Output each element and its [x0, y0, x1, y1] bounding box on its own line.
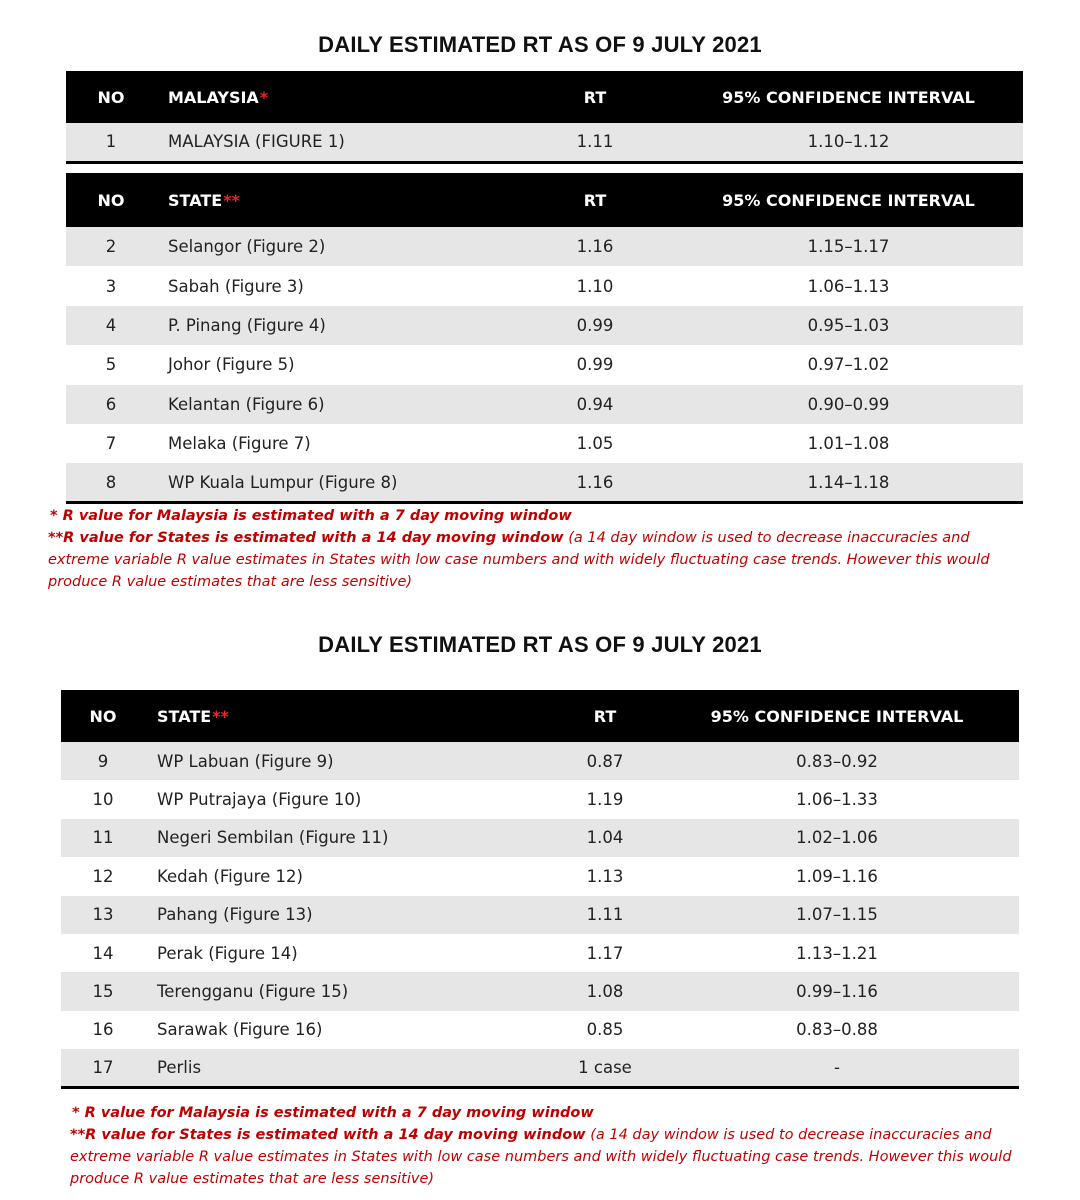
table-row [61, 857, 1019, 895]
cell-rt: 1.11 [555, 896, 655, 934]
cell-rt: 1.10 [516, 266, 674, 305]
cell-no: 2 [66, 227, 156, 266]
header-confidence-interval: 95% CONFIDENCE INTERVAL [674, 71, 1023, 123]
cell-name: WP Kuala Lumpur (Figure 8) [156, 463, 516, 502]
header-confidence-interval: 95% CONFIDENCE INTERVAL [674, 173, 1023, 227]
footnote-malaysia: * R value for Malaysia is estimated with a 7 day moving window [50, 508, 572, 524]
table-row [61, 896, 1019, 934]
table-row [66, 385, 1023, 424]
cell-name: Johor (Figure 5) [156, 345, 516, 384]
cell-no: 12 [61, 857, 145, 895]
footnote-states: **R value for States is estimated with a 14 day moving window (a 14 day window is used to decrease inaccuracies and extreme variable R value estimates in States with low case numbers and with widely fluctuating case trends. However this would produce R value estimates that are less sensitive) [48, 530, 990, 590]
cell-no: 13 [61, 896, 145, 934]
header-state: STATE** [156, 173, 516, 227]
footnote-states: **R value for States is estimated with a 14 day moving window (a 14 day window is used to decrease inaccuracies and extreme variable R value estimates in States with low case numbers and with widely fluctuating case trends. However this would produce R value estimates that are less sensitive) [70, 1127, 1012, 1187]
cell-name: Sabah (Figure 3) [156, 266, 516, 305]
table-row [66, 123, 1023, 162]
header-no: NO [66, 173, 156, 227]
state-rt-table-2 [61, 690, 1019, 1089]
cell-ci: 1.02–1.06 [655, 819, 1019, 857]
table-row [66, 266, 1023, 305]
header-malaysia: MALAYSIA* [156, 71, 516, 123]
cell-ci: 1.07–1.15 [655, 896, 1019, 934]
cell-no: 1 [66, 123, 156, 162]
table-row [61, 934, 1019, 972]
cell-no: 9 [61, 742, 145, 780]
section-1-title: DAILY ESTIMATED RT AS OF 9 JULY 2021 [318, 32, 762, 57]
footnotes-1 [48, 505, 1008, 593]
cell-name: Perak (Figure 14) [145, 934, 555, 972]
cell-no: 16 [61, 1011, 145, 1049]
cell-rt: 1.11 [516, 123, 674, 162]
header-state: STATE** [145, 690, 555, 742]
cell-ci: 0.90–0.99 [674, 385, 1023, 424]
table-row [66, 424, 1023, 463]
footnote-mark: ** [223, 190, 240, 210]
header-no: NO [61, 690, 145, 742]
cell-ci: 1.15–1.17 [674, 227, 1023, 266]
footnote-mark: ** [212, 706, 229, 726]
cell-ci: 1.06–1.33 [655, 780, 1019, 818]
cell-rt: 0.85 [555, 1011, 655, 1049]
table-row [61, 742, 1019, 780]
cell-name: Terengganu (Figure 15) [145, 972, 555, 1010]
malaysia-rt-table [66, 71, 1023, 164]
header-confidence-interval: 95% CONFIDENCE INTERVAL [655, 690, 1019, 742]
table-row [61, 819, 1019, 857]
cell-ci: 0.83–0.88 [655, 1011, 1019, 1049]
cell-no: 17 [61, 1049, 145, 1087]
cell-name: Perlis [145, 1049, 555, 1087]
header-rt: RT [516, 173, 674, 227]
cell-ci: 1.14–1.18 [674, 463, 1023, 502]
table-row [66, 306, 1023, 345]
footnote-mark: * [259, 87, 269, 107]
cell-ci: 1.06–1.13 [674, 266, 1023, 305]
footnote-malaysia: * R value for Malaysia is estimated with a 7 day moving window [72, 1105, 594, 1121]
table-header-row [61, 690, 1019, 742]
cell-ci: 1.09–1.16 [655, 857, 1019, 895]
header-rt: RT [516, 71, 674, 123]
cell-ci: 0.97–1.02 [674, 345, 1023, 384]
table-row [66, 345, 1023, 384]
cell-rt: 1.04 [555, 819, 655, 857]
cell-no: 5 [66, 345, 156, 384]
cell-no: 6 [66, 385, 156, 424]
cell-name: P. Pinang (Figure 4) [156, 306, 516, 345]
cell-ci: 0.83–0.92 [655, 742, 1019, 780]
cell-rt: 0.87 [555, 742, 655, 780]
table-row [61, 780, 1019, 818]
header-no: NO [66, 71, 156, 123]
table-row [66, 227, 1023, 266]
section-2-title: DAILY ESTIMATED RT AS OF 9 JULY 2021 [318, 632, 762, 657]
cell-no: 3 [66, 266, 156, 305]
cell-rt: 1.05 [516, 424, 674, 463]
cell-rt: 1.16 [516, 227, 674, 266]
table-row [61, 1011, 1019, 1049]
cell-rt: 1.16 [516, 463, 674, 502]
cell-rt: 0.99 [516, 345, 674, 384]
cell-no: 15 [61, 972, 145, 1010]
header-rt: RT [555, 690, 655, 742]
cell-no: 11 [61, 819, 145, 857]
table-header-row [66, 71, 1023, 123]
cell-rt: 1.08 [555, 972, 655, 1010]
cell-rt: 0.99 [516, 306, 674, 345]
cell-name: Kelantan (Figure 6) [156, 385, 516, 424]
cell-name: Kedah (Figure 12) [145, 857, 555, 895]
cell-name: WP Labuan (Figure 9) [145, 742, 555, 780]
table-row [66, 463, 1023, 502]
cell-no: 14 [61, 934, 145, 972]
cell-rt: 1.17 [555, 934, 655, 972]
cell-ci: 0.99–1.16 [655, 972, 1019, 1010]
footnotes-2 [70, 1102, 1025, 1190]
cell-no: 7 [66, 424, 156, 463]
cell-name: Melaka (Figure 7) [156, 424, 516, 463]
cell-name: Sarawak (Figure 16) [145, 1011, 555, 1049]
table-row [61, 1049, 1019, 1087]
cell-name: Negeri Sembilan (Figure 11) [145, 819, 555, 857]
cell-ci: - [655, 1049, 1019, 1087]
cell-name: Pahang (Figure 13) [145, 896, 555, 934]
cell-name: MALAYSIA (FIGURE 1) [156, 123, 516, 162]
cell-no: 10 [61, 780, 145, 818]
cell-ci: 1.01–1.08 [674, 424, 1023, 463]
cell-rt: 1.19 [555, 780, 655, 818]
state-rt-table-1 [66, 173, 1023, 504]
cell-ci: 1.13–1.21 [655, 934, 1019, 972]
cell-name: WP Putrajaya (Figure 10) [145, 780, 555, 818]
cell-ci: 1.10–1.12 [674, 123, 1023, 162]
cell-no: 4 [66, 306, 156, 345]
table-header-row [66, 173, 1023, 227]
cell-rt: 1.13 [555, 857, 655, 895]
cell-name: Selangor (Figure 2) [156, 227, 516, 266]
cell-rt: 1 case [555, 1049, 655, 1087]
cell-ci: 0.95–1.03 [674, 306, 1023, 345]
table-row [61, 972, 1019, 1010]
cell-no: 8 [66, 463, 156, 502]
cell-rt: 0.94 [516, 385, 674, 424]
